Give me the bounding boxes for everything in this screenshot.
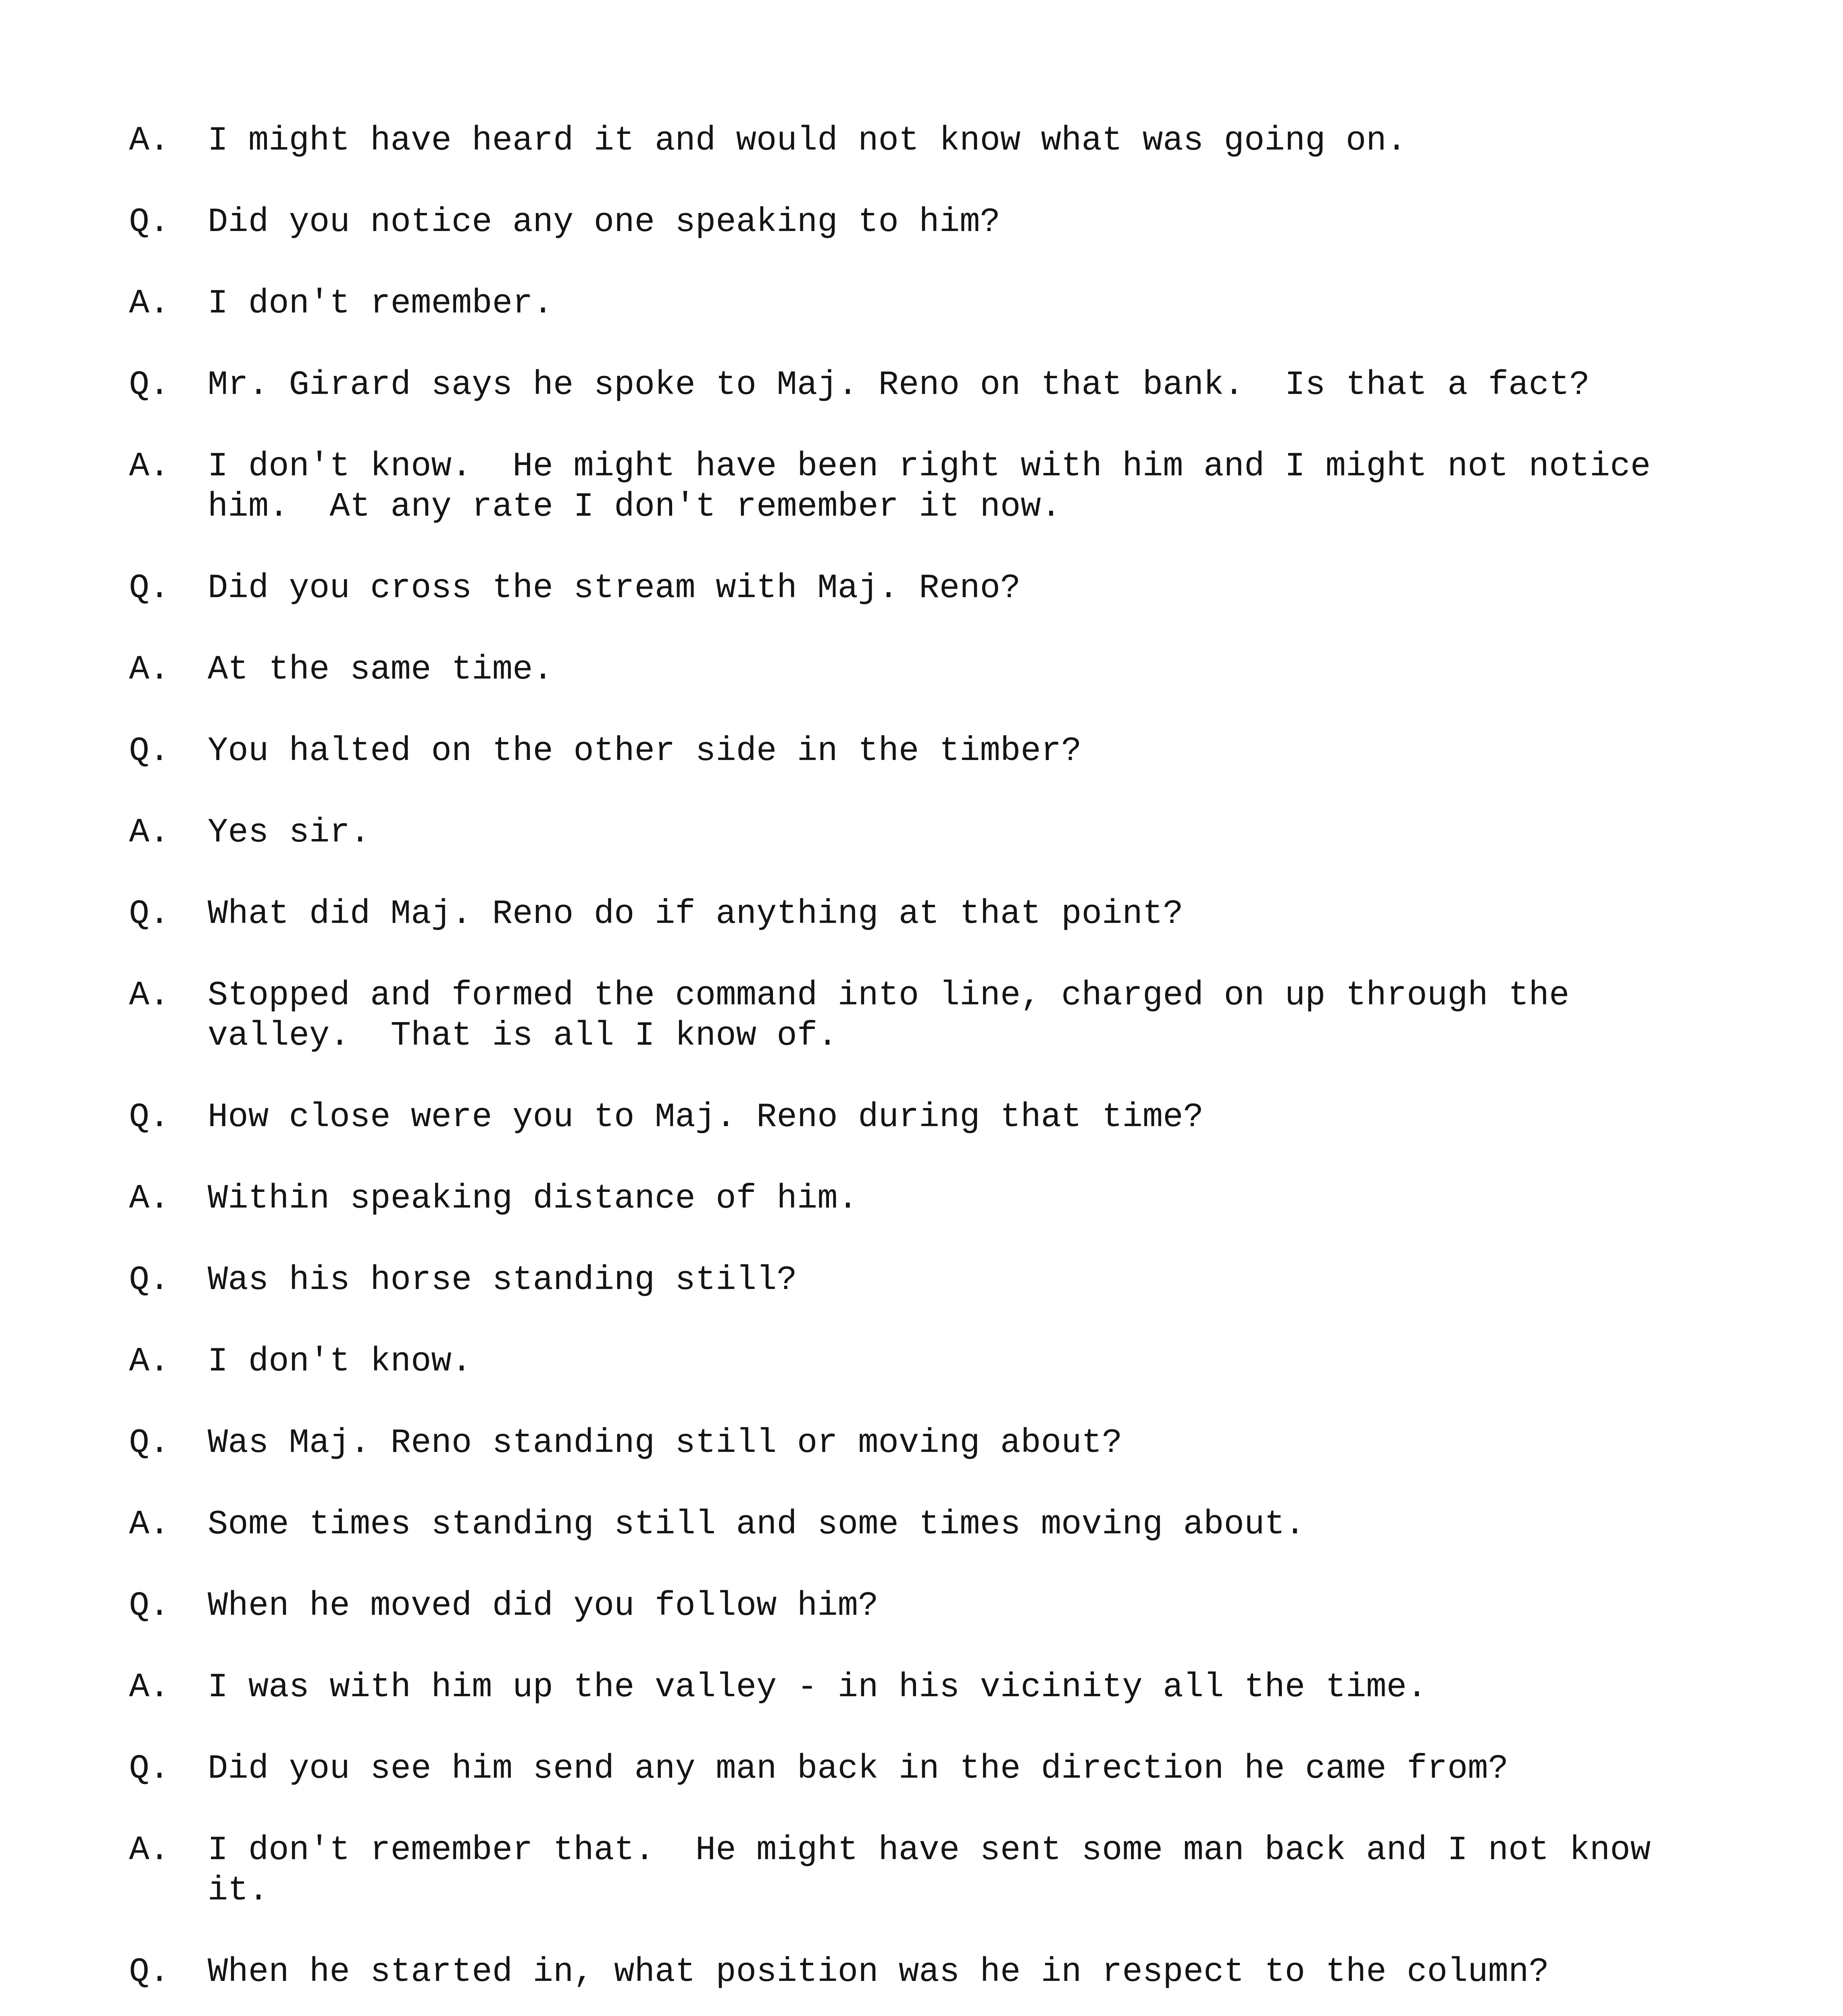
- question-text: How close were you to Maj. Reno during that time?: [208, 1098, 1204, 1137]
- speaker-label: A.: [129, 285, 170, 323]
- answer-text: I don't remember.: [208, 285, 553, 323]
- speaker-label: Q.: [129, 569, 170, 608]
- speaker-label: Q.: [129, 1953, 170, 1991]
- speaker-label: Q.: [129, 732, 170, 771]
- answer-text: At the same time.: [208, 651, 553, 689]
- question-entry: [129, 365, 1701, 406]
- answer-text: I was with him up the valley - in his vicinity all the time.: [208, 1668, 1427, 1707]
- question-entry: [129, 1952, 1701, 1993]
- answer-text: I don't know.: [208, 1343, 472, 1381]
- speaker-label: A.: [129, 977, 170, 1015]
- answer-entry: [129, 976, 1701, 1056]
- answer-entry: [129, 121, 1701, 161]
- answer-entry: [129, 284, 1701, 324]
- speaker-label: A.: [129, 651, 170, 689]
- question-entry: [129, 731, 1701, 772]
- speaker-label: Q.: [129, 1098, 170, 1137]
- answer-entry: [129, 1668, 1701, 1708]
- question-entry: [129, 1586, 1701, 1627]
- testimony-transcript: [129, 121, 1701, 2016]
- answer-text: I might have heard it and would not know what was going on.: [208, 122, 1407, 160]
- answer-entry: [129, 813, 1701, 853]
- speaker-label: A.: [129, 1668, 170, 1707]
- answer-entry: [129, 1831, 1701, 1911]
- answer-entry: [129, 447, 1701, 527]
- speaker-label: A.: [129, 814, 170, 852]
- speaker-label: Q.: [129, 1587, 170, 1625]
- speaker-label: Q.: [129, 895, 170, 933]
- speaker-label: Q.: [129, 1261, 170, 1300]
- speaker-label: Q.: [129, 366, 170, 404]
- question-text: Did you cross the stream with Maj. Reno?: [208, 569, 1021, 608]
- question-entry: [129, 569, 1701, 609]
- question-entry: [129, 202, 1701, 243]
- answer-text: Yes sir.: [208, 814, 371, 852]
- question-text: Did you notice any one speaking to him?: [208, 203, 1000, 242]
- question-text: When he started in, what position was he in respect to the column?: [208, 1953, 1549, 1991]
- speaker-label: A.: [129, 1506, 170, 1544]
- speaker-label: A.: [129, 448, 170, 486]
- question-text: You halted on the other side in the timber?: [208, 732, 1082, 771]
- speaker-label: A.: [129, 1180, 170, 1218]
- question-text: Was his horse standing still?: [208, 1261, 797, 1300]
- question-text: Did you see him send any man back in the direction he came from?: [208, 1750, 1509, 1788]
- question-text: What did Maj. Reno do if anything at that point?: [208, 895, 1183, 933]
- question-text: Was Maj. Reno standing still or moving about?: [208, 1424, 1122, 1462]
- answer-text: Stopped and formed the command into line, charged on up through the valley. That is all I know of.: [208, 977, 1570, 1055]
- speaker-label: Q.: [129, 1424, 170, 1462]
- question-entry: [129, 894, 1701, 935]
- question-entry: [129, 1098, 1701, 1138]
- answer-text: I don't remember that. He might have sent some man back and I not know it.: [208, 1831, 1651, 1910]
- answer-entry: [129, 1505, 1701, 1545]
- speaker-label: A.: [129, 1831, 170, 1870]
- question-entry: [129, 1260, 1701, 1301]
- question-entry: [129, 1749, 1701, 1789]
- answer-text: Within speaking distance of him.: [208, 1180, 858, 1218]
- question-text: When he moved did you follow him?: [208, 1587, 879, 1625]
- question-entry: [129, 1423, 1701, 1464]
- answer-entry: [129, 650, 1701, 690]
- answer-entry: [129, 1342, 1701, 1382]
- speaker-label: A.: [129, 122, 170, 160]
- question-text: Mr. Girard says he spoke to Maj. Reno on that bank. Is that a fact?: [208, 366, 1590, 404]
- answer-text: Some times standing still and some times moving about.: [208, 1506, 1306, 1544]
- speaker-label: Q.: [129, 203, 170, 242]
- answer-entry: [129, 1179, 1701, 1219]
- speaker-label: Q.: [129, 1750, 170, 1788]
- speaker-label: A.: [129, 1343, 170, 1381]
- answer-text: I don't know. He might have been right with him and I might not notice him. At any rate I don't remember it now.: [208, 448, 1651, 526]
